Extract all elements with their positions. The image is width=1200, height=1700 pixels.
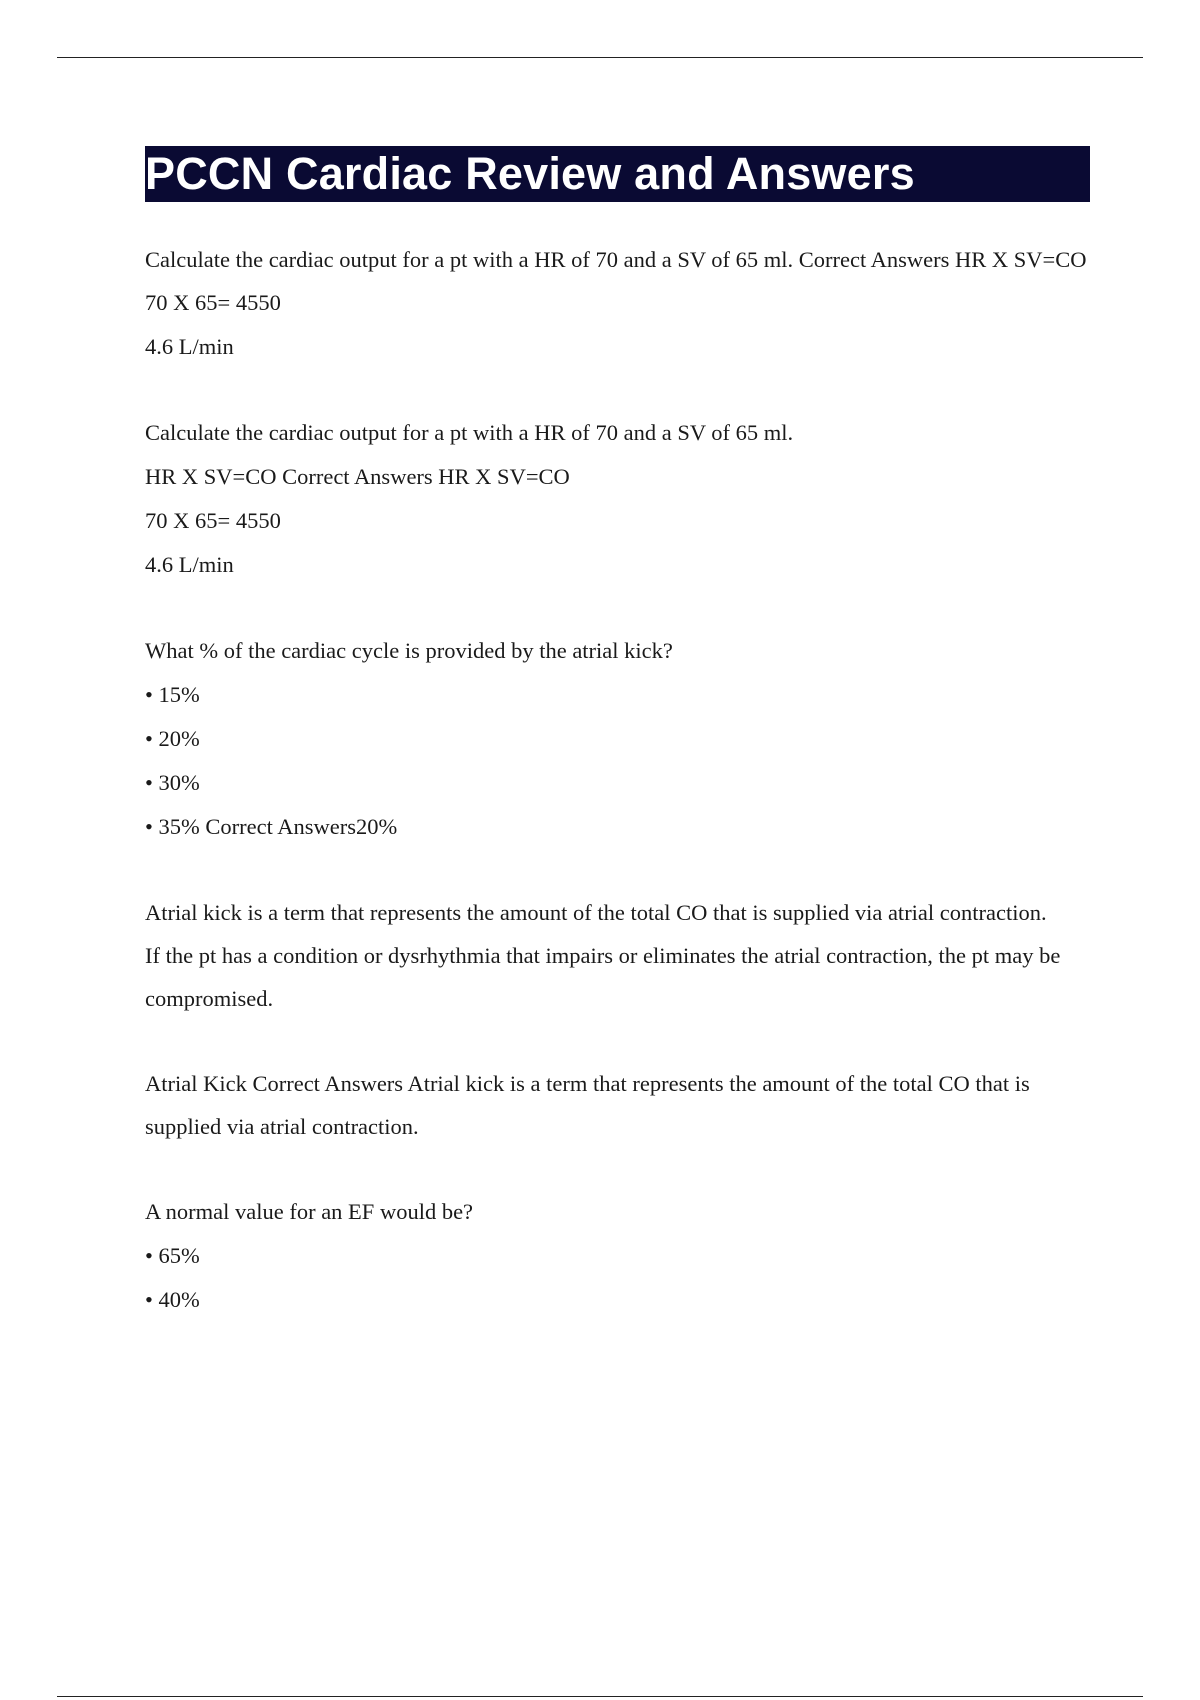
option-item: • 20% (145, 726, 200, 751)
option-item: • 30% (145, 770, 200, 795)
definition-text: Atrial Kick Correct Answers Atrial kick is a term that represents the amount of the total CO that is supplied via atrial contraction. (145, 1071, 1030, 1139)
qa-block-cardiac-output-2 (145, 411, 1090, 587)
option-item: • 65% (145, 1243, 200, 1268)
top-rule (57, 57, 1143, 58)
qa-block-ejection-fraction (145, 1190, 1090, 1322)
answer-line: HR X SV=CO Correct Answers HR X SV=CO (145, 464, 570, 489)
answer-line: 4.6 L/min (145, 334, 234, 359)
qa-block-cardiac-output-1 (145, 238, 1090, 369)
qa-block-atrial-kick-definition (145, 1062, 1090, 1148)
explanation-block-atrial-kick (145, 891, 1090, 1020)
explanation-text: Atrial kick is a term that represents the amount of the total CO that is supplied via atrial contraction. (145, 900, 1047, 925)
question-text: Calculate the cardiac output for a pt with a HR of 70 and a SV of 65 ml. (145, 420, 794, 445)
explanation-text: If the pt has a condition or dysrhythmia that impairs or eliminates the atrial contraction, the pt may be compromised. (145, 943, 1061, 1011)
option-item: • 40% (145, 1287, 200, 1312)
answer-line: 4.6 L/min (145, 552, 234, 577)
answer-line: 70 X 65= 4550 (145, 508, 281, 533)
option-item: • 15% (145, 682, 200, 707)
qa-block-atrial-kick-percent (145, 629, 1090, 849)
title-banner (145, 146, 1090, 202)
question-text: A normal value for an EF would be? (145, 1199, 474, 1224)
bottom-rule (57, 1696, 1143, 1697)
option-item: • 35% Correct Answers20% (145, 814, 398, 839)
answer-line: 70 X 65= 4550 (145, 290, 281, 315)
document-title: PCCN Cardiac Review and Answers (145, 148, 915, 199)
document-body (145, 146, 1090, 1364)
question-text: What % of the cardiac cycle is provided by the atrial kick? (145, 638, 673, 663)
question-text: Calculate the cardiac output for a pt with a HR of 70 and a SV of 65 ml. Correct Answers HR X SV=CO (145, 247, 1087, 272)
